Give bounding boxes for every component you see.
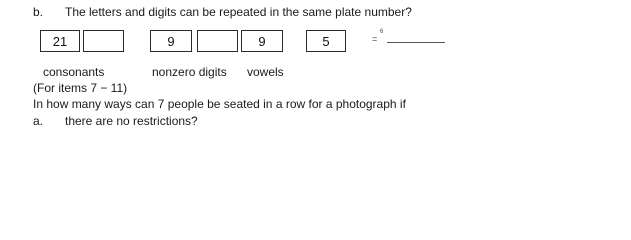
seating-question: In how many ways can 7 people be seated in a row for a photograph if (33, 97, 406, 111)
part-a-question: there are no restrictions? (65, 114, 198, 128)
items-note: (For items 7 − 11) (33, 81, 128, 95)
part-a-letter: a. (33, 114, 44, 128)
answer-box-vowels: 5 (306, 30, 346, 52)
equals-sign: = (372, 34, 378, 44)
answer-box-consonants-2 (83, 30, 124, 52)
part-b-letter: b. (33, 5, 44, 19)
label-nonzero-digits: nonzero digits (152, 65, 227, 79)
part-b-question: The letters and digits can be repeated in the same plate number? (65, 5, 412, 19)
answer-box-digits-3: 9 (241, 30, 283, 52)
answer-blank-line (387, 42, 445, 43)
label-consonants: consonants (43, 65, 105, 79)
answer-box-digits-1: 9 (150, 30, 192, 52)
answer-box-consonants-1: 21 (40, 30, 80, 52)
result-superscript: 6 (380, 29, 384, 35)
label-vowels: vowels (247, 65, 284, 79)
answer-box-digits-2 (197, 30, 238, 52)
